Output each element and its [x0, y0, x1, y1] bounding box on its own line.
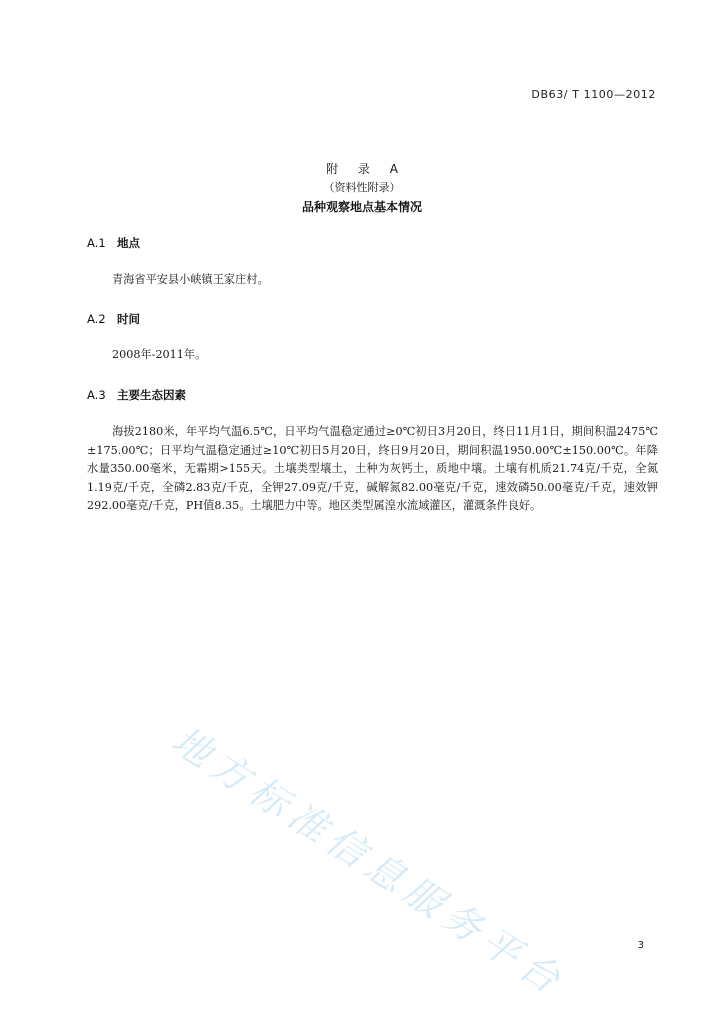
section-number: A.3: [87, 388, 106, 402]
section-heading-a2: [87, 311, 140, 327]
annex-heading-block: [0, 160, 724, 216]
annex-heading: 品种观察地点基本情况: [301, 200, 422, 214]
section-number: A.2: [87, 312, 106, 326]
section-body-a2: [87, 346, 658, 365]
annex-title: 附 录 A: [326, 162, 406, 176]
section-title: 时间: [117, 312, 140, 326]
page-number: 3: [637, 940, 644, 951]
section-text: 青海省平安县小峡镇王家庄村。: [112, 273, 269, 286]
section-heading-a1: [87, 235, 140, 251]
annex-type: （资料性附录）: [323, 181, 401, 194]
section-title: 主要生态因素: [117, 388, 186, 402]
section-body-a3: [87, 423, 658, 516]
section-text: 2008年-2011年。: [112, 348, 207, 361]
section-body-a1: [87, 271, 658, 290]
section-text: 海拔2180米，年平均气温6.5℃，日平均气温稳定通过≥0℃初日3月20日，终日11月1日，期间积温2475℃±175.00℃；日平均气温稳定通过≥10℃初日5月20日，终日9月20日，期间积温1950.00℃±150.00℃。年降水量350.00毫米，无霜期>155天。土壤类型壤土，土种为灰钙土，质地中壤。土壤有机质21.74克/千克，全氮1.19克/千克，全磷2.83克/千克，全钾27.09克/千克，碱解氮82.00毫克/千克，速效磷50.00毫克/千克，速效钾292.00毫克/千克，PH值8.35。土壤肥力中等。地区类型属湟水流域灌区，灌溉条件良好。: [87, 425, 658, 512]
watermark: 地方标准信息服务平台: [164, 717, 574, 1006]
section-title: 地点: [117, 236, 140, 250]
standard-number: DB63/ T 1100—2012: [531, 88, 656, 101]
section-number: A.1: [87, 236, 106, 250]
section-heading-a3: [87, 387, 186, 403]
